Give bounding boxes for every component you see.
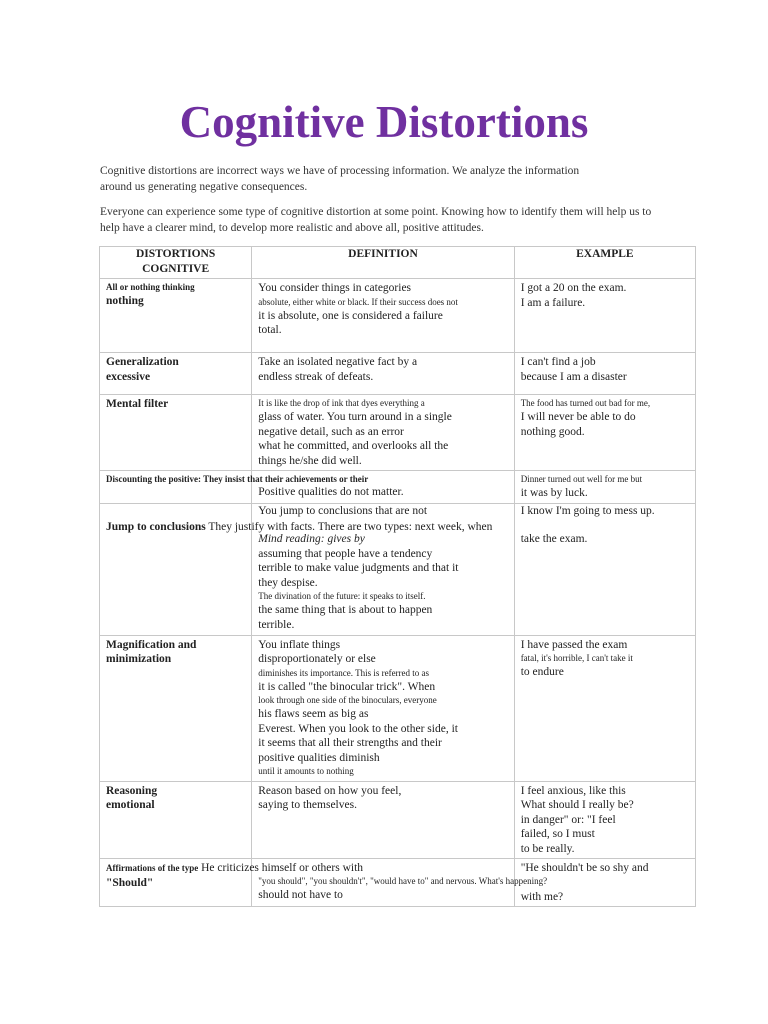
distortion-definition: Reason based on how you feel, saying to themselves. [252, 781, 514, 859]
header-definition: DEFINITION [252, 247, 514, 279]
distortion-example: I know I'm going to mess up. take the exam. [514, 503, 695, 635]
intro-paragraph-2: Everyone can experience some type of cognitive distortion at some point. Knowing how to identify them will help us to help have a clearer mind, to develop more realistic and above all, positive attitudes. [100, 206, 652, 234]
distortion-name: All or nothing thinking nothing [100, 279, 252, 353]
distortion-name: Mental filter [100, 395, 252, 471]
distortion-definition: "you should", "you shouldn't", "would have to" and nervous. What's happening? should not have to [252, 859, 514, 907]
table-row [100, 635, 696, 781]
distortion-definition: It is like the drop of ink that dyes everything a glass of water. You turn around in a single negative detail, such as an error what he committed, and overlooks all the things he/she did well. [252, 395, 514, 471]
distortion-example: I feel anxious, like this What should I really be? in danger" or: "I feel failed, so I must to be really. [514, 781, 695, 859]
table-row [100, 471, 696, 504]
distortion-definition: You consider things in categories absolute, either white or black. If their success does not it is absolute, one is considered a failure total. [252, 279, 514, 353]
distortions-table [99, 246, 696, 907]
distortion-name: Generalization excessive [100, 353, 252, 395]
distortion-definition: Positive qualities do not matter. [252, 471, 514, 504]
distortion-example: "He shouldn't be so shy and with me? [514, 859, 695, 907]
header-distortions: DISTORTIONS COGNITIVE [100, 247, 252, 279]
header-example: EXAMPLE [514, 247, 695, 279]
table-row [100, 859, 696, 907]
distortion-name: Reasoning emotional [100, 781, 252, 859]
distortion-definition: You inflate things disproportionately or else diminishes its importance. This is referred to as it is called "the binocular trick". When look through one side of the binoculars, everyone his flaws seem as big as Everest. When you look to the other side, it it seems that all their strengths and their positive qualities diminish until it amounts to nothing [252, 635, 514, 781]
intro-paragraph-1: Cognitive distortions are incorrect ways we have of processing information. We analyze the information around us generating negative consequences. [100, 165, 580, 193]
table-row [100, 279, 696, 353]
distortion-example: The food has turned out bad for me, I will never be able to do nothing good. [514, 395, 695, 471]
distortion-example: I have passed the exam fatal, it's horrible, I can't take it to endure [514, 635, 695, 781]
table-row [100, 353, 696, 395]
distortion-name: Jump to conclusions They justify with facts. There are two types: next week, when [100, 503, 252, 635]
distortion-example: Dinner turned out well for me but it was by luck. [514, 471, 695, 504]
table-row [100, 395, 696, 471]
document-title: Cognitive Distortions [179, 97, 589, 147]
table-row [100, 781, 696, 859]
table-row [100, 503, 696, 635]
distortion-name: Affirmations of the type He criticizes himself or others with "Should" [100, 859, 252, 907]
distortion-definition: You jump to conclusions that are not Mind reading: gives by assuming that people have a tendency terrible to make value judgments and that it they despise. The divination of the future: it speaks to itself. the same thing that is about to happen terrible. [252, 503, 514, 635]
distortion-name: Magnification and minimization [100, 635, 252, 781]
table-header-row [100, 247, 696, 279]
distortion-definition: Take an isolated negative fact by a endless streak of defeats. [252, 353, 514, 395]
distortion-name: Discounting the positive: They insist that their achievements or their [100, 471, 252, 504]
distortion-example: I got a 20 on the exam. I am a failure. [514, 279, 695, 353]
distortion-example: I can't find a job because I am a disaster [514, 353, 695, 395]
